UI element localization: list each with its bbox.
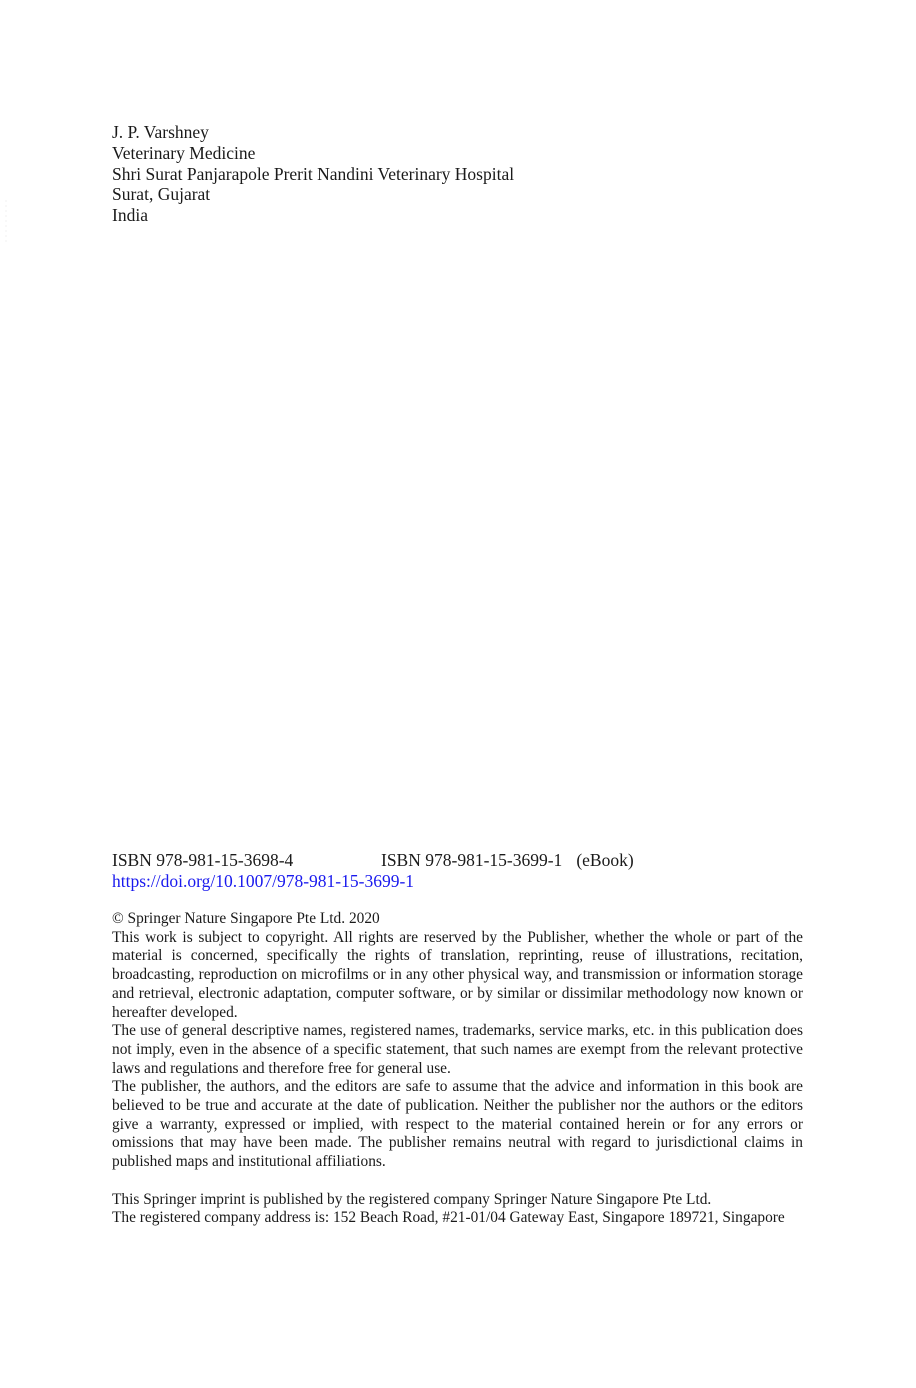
isbn-print: ISBN 978-981-15-3698-4 — [112, 850, 294, 870]
author-affiliation — [112, 122, 514, 226]
author-name: J. P. Varshney — [112, 122, 209, 142]
trademark-paragraph: The use of general descriptive names, registered names, trademarks, service marks, etc. in this publication does not imply, even in the absence of a specific statement, that such names are exempt from the relevant protective laws and regulations and therefore free for general use. — [112, 1022, 803, 1077]
address-line: The registered company address is: 152 Beach Road, #21-01/04 Gateway East, Singapore 189721, Singapore — [112, 1209, 785, 1227]
author-city: Surat, Gujarat — [112, 184, 211, 205]
author-department: Veterinary Medicine — [112, 142, 256, 163]
author-country: India — [112, 205, 148, 226]
ebook-tag: (eBook) — [576, 850, 634, 870]
legal-notice — [112, 910, 803, 1228]
isbn-block — [112, 850, 634, 892]
doi-link[interactable]: https://doi.org/10.1007/978-981-15-3699-1 — [112, 871, 415, 891]
margin-watermark-mark — [2, 200, 10, 244]
isbn-row — [112, 850, 634, 871]
copyright-paragraph: This work is subject to copyright. All rights are reserved by the Publisher, whether the whole or part of the material is concerned, specifically the rights of translation, reprinting, reuse of illustrations, recitation, broadcasting, reproduction on microfilms or in any other physical way, and transmission or information storage and retrieval, electronic adaptation, computer software, or by similar or dissimilar methodology now known or hereafter developed. — [112, 928, 803, 1021]
copyright-line: © Springer Nature Singapore Pte Ltd. 2020 — [112, 910, 380, 927]
author-institution: Shri Surat Panjarapole Prerit Nandini Veterinary Hospital — [112, 163, 515, 184]
disclaimer-paragraph: The publisher, the authors, and the editors are safe to assume that the advice and information in this book are believed to be true and accurate at the date of publication. Neither the publisher nor the authors or the editors give a warranty, expressed or implied, with respect to the material contained herein or for any errors or omissions that may have been made. The publisher remains neutral with regard to jurisdictional claims in published maps and institutional affiliations. — [112, 1078, 803, 1171]
imprint-line: This Springer imprint is published by the registered company Springer Nature Singapore Pte Ltd. — [112, 1190, 712, 1208]
isbn-ebook: ISBN 978-981-15-3699-1 — [381, 850, 563, 870]
